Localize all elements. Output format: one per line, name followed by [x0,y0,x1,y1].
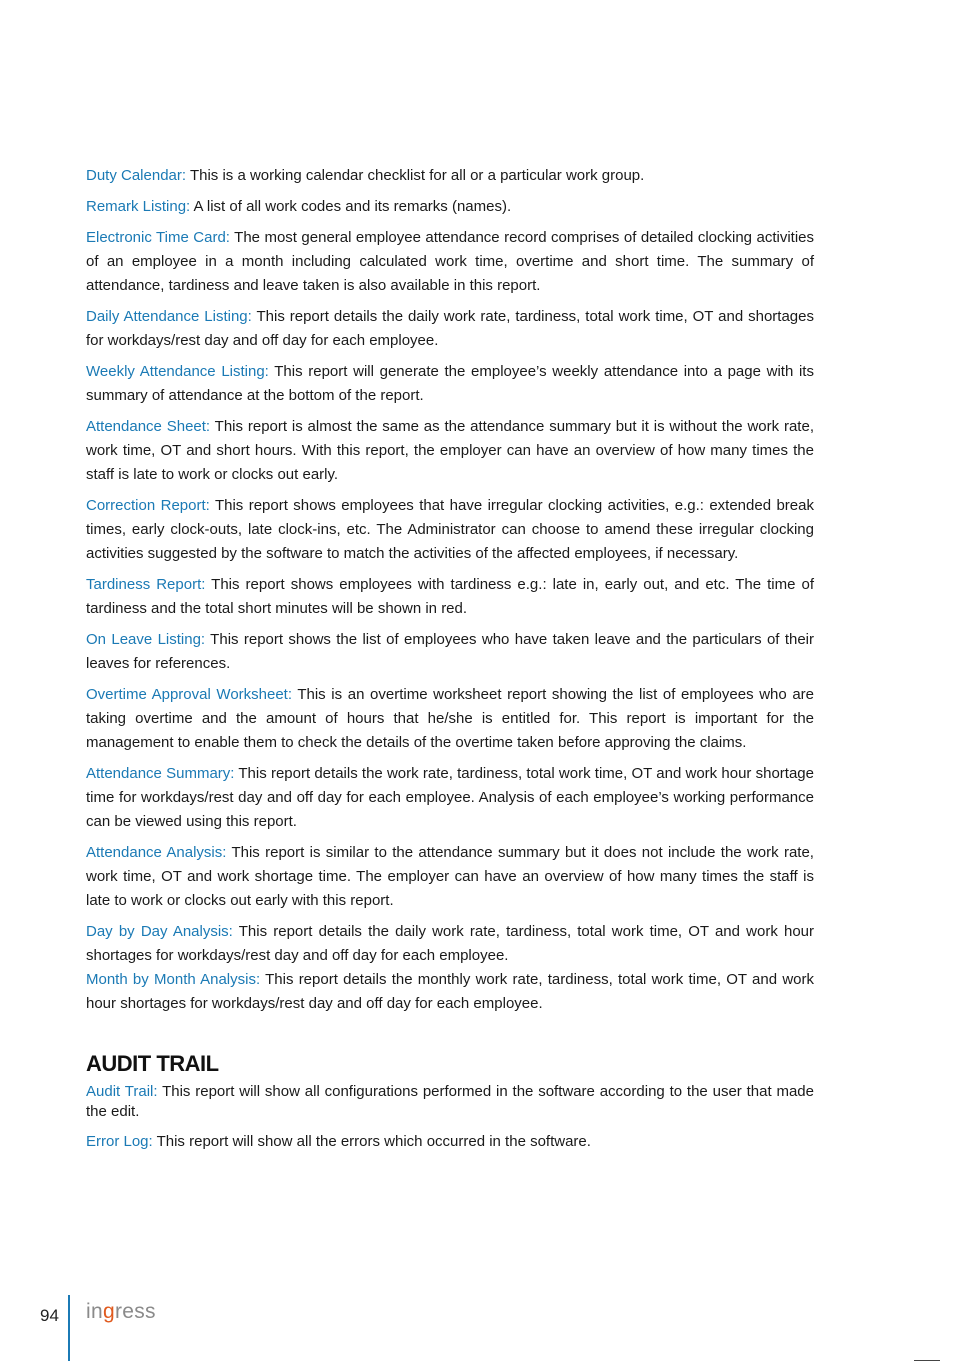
entry-term: Attendance Analysis: [86,844,227,861]
entry-day-by-day-analysis [86,920,814,968]
entry-attendance-sheet [86,415,814,487]
entry-term: Tardiness Report: [86,576,206,593]
entry-text: This report is almost the same as the attendance summary but it is without the work rate, work time, OT and short hours. With this report, the employer can have an overview of how many times the staff is late to work or clocks out early. [86,418,814,483]
entry-text: This report is similar to the attendance summary but it does not include the work rate, work time, OT and work shortage time. The employer can have an overview of how many times the staff is late to work or clocks out early with this report. [86,844,814,909]
entry-term: On Leave Listing: [86,631,206,648]
entry-daily-attendance-listing [86,305,814,353]
entry-text: This report will generate the employee’s weekly attendance into a page with its summary of attendance at the bottom of the report. [86,363,814,404]
entry-text: This report details the work rate, tardiness, total work time, OT and work hour shortage time for workdays/rest day and off day for each employee. Analysis of each employee’s working performance can be viewed using this report. [86,765,814,830]
entry-term: Electronic Time Card: [86,229,230,246]
entry-term: Day by Day Analysis: [86,923,233,940]
entry-text: This report details the monthly work rate, tardiness, total work time, OT and work hour shortages for workdays/rest day and off day for each employee. [86,971,814,1012]
brand-text-start: in [86,1300,103,1323]
entry-text: This report shows the list of employees who have taken leave and the particulars of their leaves for references. [86,631,814,672]
entry-term: Correction Report: [86,497,210,514]
entry-month-by-month-analysis [86,968,814,1016]
entry-text: This report shows employees with tardiness e.g.: late in, early out, and etc. The time of tardiness and the total short minutes will be shown in red. [86,576,814,617]
entry-tardiness-report [86,573,814,621]
corner-mark [914,1360,940,1361]
footer-divider [68,1295,70,1361]
entry-term: Daily Attendance Listing: [86,308,252,325]
entry-text: The most general employee attendance record comprises of detailed clocking activities of an employee in a month including calculated work time, overtime and short time. The summary of attendance, tardiness and leave taken is also available in this report. [86,229,814,294]
entry-text: This report details the daily work rate, tardiness, total work time, OT and shortages for workdays/rest day and off day for each employee. [86,308,814,349]
entry-term: Weekly Attendance Listing: [86,363,269,380]
entry-attendance-analysis [86,841,814,913]
brand-logo [86,1300,156,1324]
entry-audit-trail [86,1082,814,1122]
brand-text-accent: g [102,1300,115,1323]
entry-text: This report will show all configurations performed in the software according to the user that made the edit. [86,1083,814,1120]
section-title: AUDIT TRAIL [86,1051,219,1076]
page-number: 94 [40,1306,59,1325]
entry-term: Error Log: [86,1133,153,1150]
entry-attendance-summary [86,762,814,834]
entry-text: A list of all work codes and its remarks (names). [190,198,512,215]
entry-weekly-attendance-listing [86,360,814,408]
entry-on-leave-listing [86,628,814,676]
entry-electronic-time-card [86,226,814,298]
entry-term: Audit Trail: [86,1083,158,1100]
entry-term: Overtime Approval Worksheet: [86,686,293,703]
entry-term: Duty Calendar: [86,167,187,184]
entry-text: This report shows employees that have irregular clocking activities, e.g.: extended break times, early clock-outs, late clock-ins, etc. The Administrator can choose to amend these irregular clocking activities suggested by the software to match the activities of the affected employees, if necessary. [86,497,814,562]
entry-term: Month by Month Analysis: [86,971,261,988]
entry-text: This is an overtime worksheet report showing the list of employees who are taking overtime and the amount of hours that he/she is entitled for. This report is important for the management to enable them to check the details of the overtime taken before approving the claims. [86,686,814,751]
entry-text: This is a working calendar checklist for all or a particular work group. [186,167,645,184]
entry-term: Remark Listing: [86,198,191,215]
report-descriptions [86,164,814,1162]
entry-duty-calendar [86,164,814,188]
brand-text-end: ress [114,1300,156,1323]
entry-correction-report [86,494,814,566]
entry-overtime-approval-worksheet [86,683,814,755]
entry-error-log [86,1132,814,1152]
entry-term: Attendance Sheet: [86,418,211,435]
entry-text: This report details the daily work rate, tardiness, total work time, OT and work hour shortages for workdays/rest day and off day for each employee. [86,923,814,964]
entry-remark-listing [86,195,814,219]
entry-term: Attendance Summary: [86,765,235,782]
entry-text: This report will show all the errors which occurred in the software. [152,1133,591,1150]
